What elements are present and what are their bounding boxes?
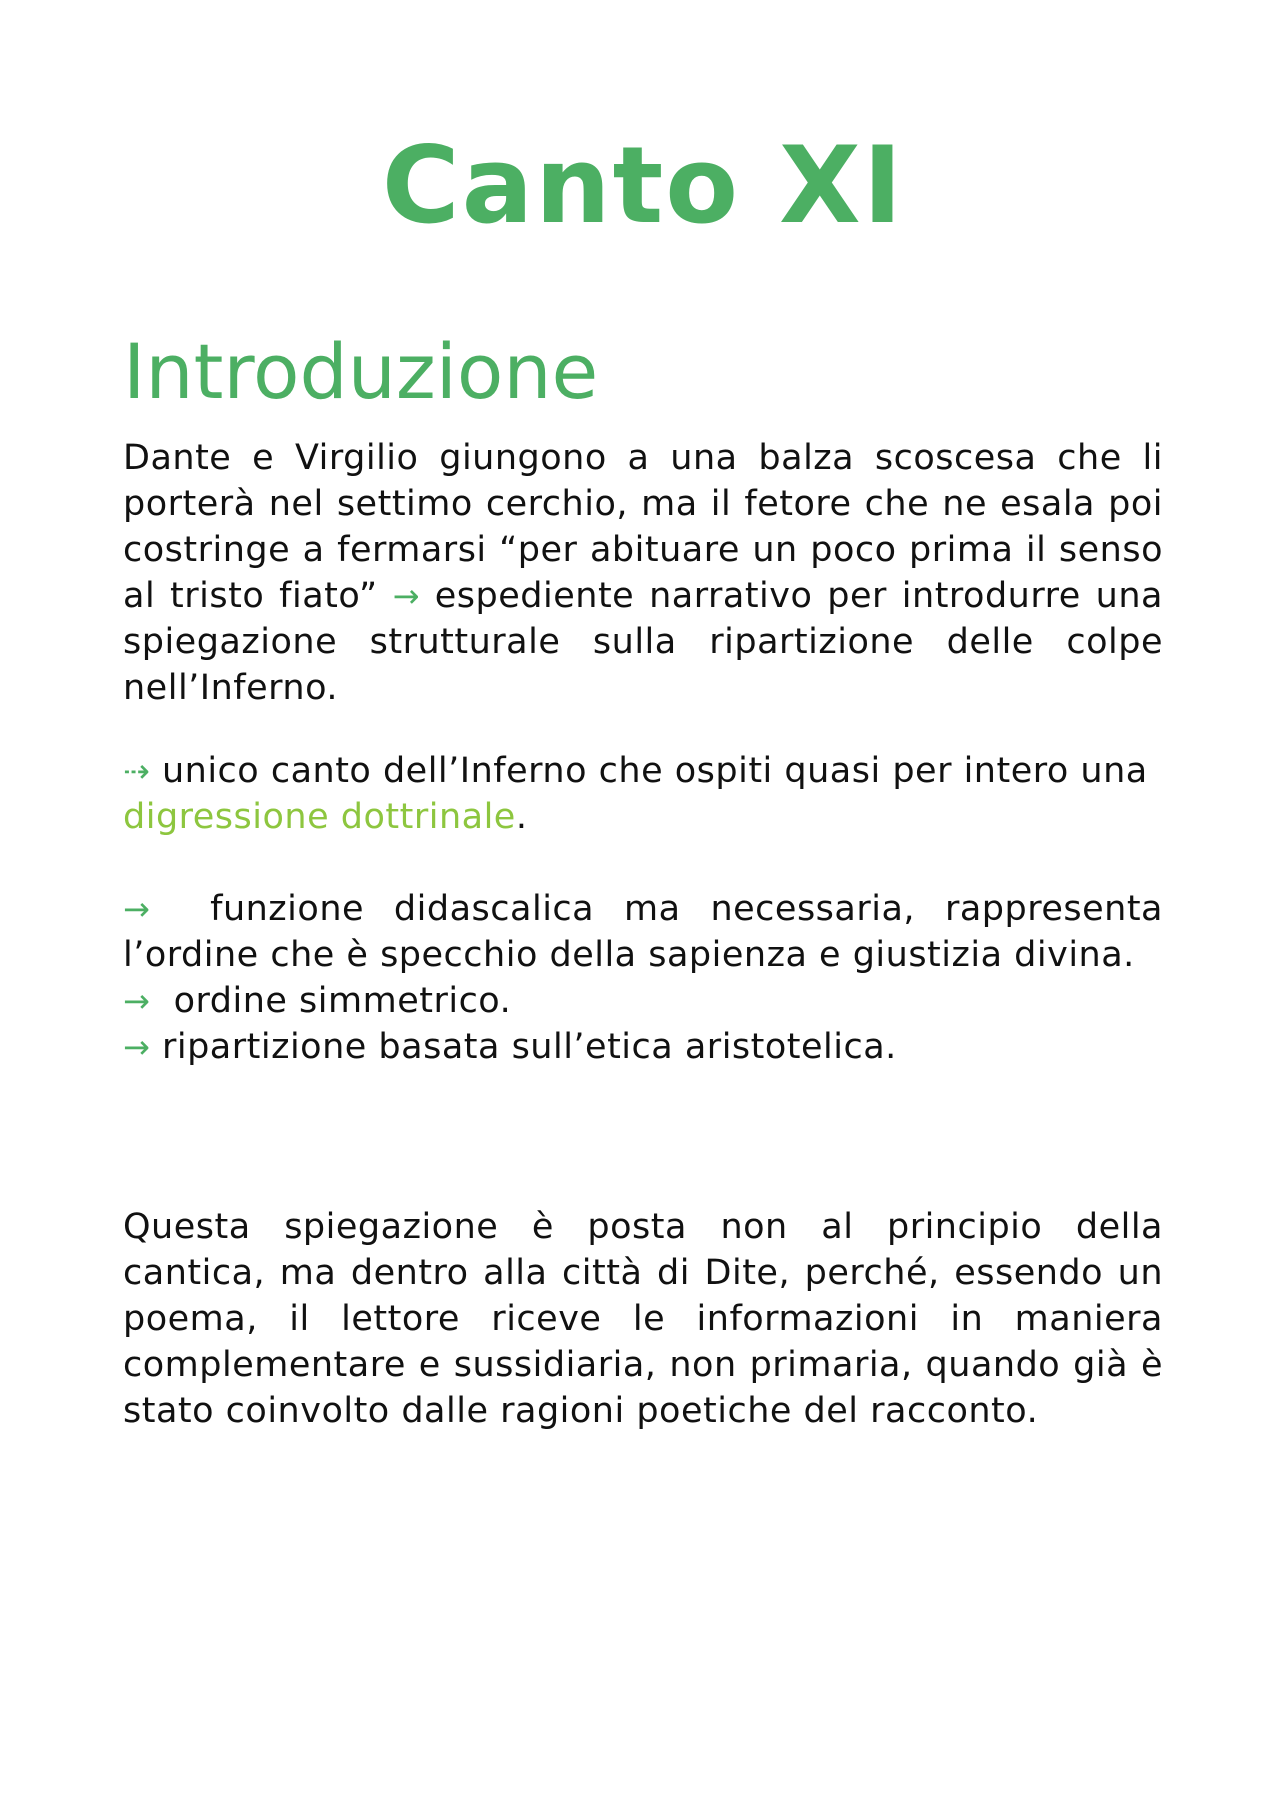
list-item [123,886,1163,978]
intro-text-continued: espediente narrativo per introdurre una spiegazione strutturale sulla ripartizione delle colpe nell’Inferno. [123,576,1163,708]
list-item [123,1024,1163,1070]
digression-period: . [515,797,528,837]
intro-paragraph [123,435,1163,711]
intro-text: Dante e Virgilio giungono a una balza scoscesa che li porterà nel settimo cerchio, ma il fetore che ne esala poi costringe a fermarsi “per abituare un poco prima il senso al tristo fiato” [123,438,1163,616]
bullet-list [123,886,1163,1070]
list-item-text: funzione didascalica ma necessaria, rappresenta l’ordine che è specchio della sapienza e giustizia divina. [123,889,1163,975]
section-heading: Introduzione [123,327,599,416]
conclusion-paragraph: Questa spiegazione è posta non al principio della cantica, ma dentro alla città di Dite, perché, essendo un poema, il lettore riceve le informazioni in maniera complementare e sussidiaria, non primaria, quando già è stato coinvolto dalle ragioni poetiche del racconto. [123,1207,1163,1431]
list-item-text: ordine simmetrico. [173,981,512,1021]
right-arrow-icon: → [392,577,420,615]
list-item [123,978,1163,1024]
highlighted-term: digressione dottrinale [123,797,516,837]
right-arrow-icon: → [123,1028,151,1066]
page-title: Canto XI [381,124,905,247]
right-arrow-icon: → [123,982,151,1020]
digression-text: unico canto dell’Inferno che ospiti quasi per intero una [161,751,1148,791]
dashed-arrow-icon: ⇢ [123,752,151,790]
list-item-text: ripartizione basata sull’etica aristotelica. [161,1027,897,1067]
right-arrow-icon: → [123,890,151,928]
digression-paragraph [123,748,1163,840]
